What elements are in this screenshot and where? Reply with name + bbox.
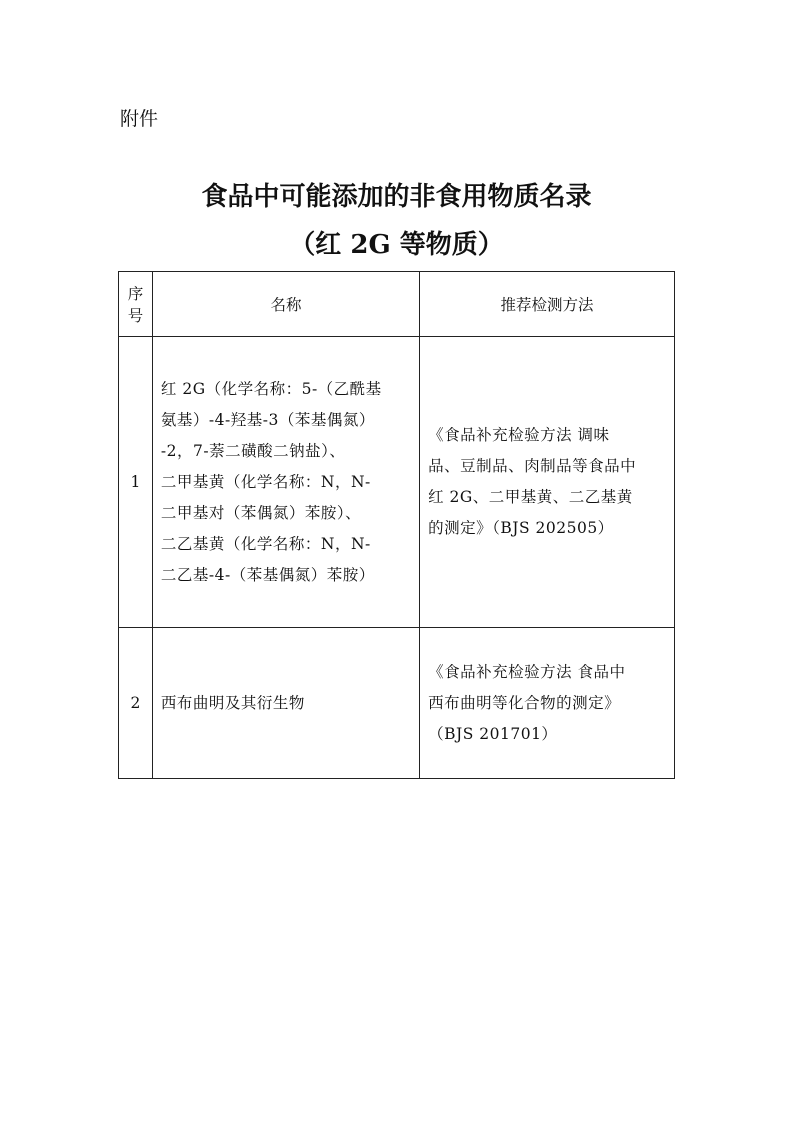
- header-no-line: 序: [127, 285, 144, 303]
- header-method: 推荐检测方法: [420, 272, 675, 337]
- cell-line: 品、豆制品、肉制品等食品中: [428, 457, 637, 475]
- cell-line: 二乙基黄（化学名称：N，N-: [160, 534, 371, 553]
- substance-table: [118, 271, 675, 779]
- cell-line: 二甲基对（苯偶氮）苯胺）、: [160, 503, 362, 522]
- cell-line: 西布曲明等化合物的测定》: [428, 693, 621, 712]
- cell-line: （BJS 201701）: [428, 724, 558, 743]
- cell-line: 红 2G、二甲基黄、二乙基黄: [428, 488, 633, 506]
- header-no-line: 号: [127, 307, 144, 325]
- cell-line: -2，7-萘二磺酸二钠盐）、: [160, 441, 346, 460]
- header-name: 名称: [152, 272, 419, 337]
- cell-line: 二乙基-4-（苯基偶氮）苯胺）: [160, 565, 375, 584]
- cell-line: 《食品补充检验方法 调味: [428, 426, 610, 444]
- cell-line: 氨基）-4-羟基-3（苯基偶氮）: [160, 410, 375, 429]
- document-subtitle: （红 2G 等物质）: [289, 230, 504, 260]
- header-no: [119, 272, 153, 337]
- cell-line: 西布曲明及其衍生物: [160, 693, 305, 712]
- row-no: 2: [119, 628, 153, 779]
- row-name: [152, 628, 419, 779]
- row-method: [420, 337, 675, 628]
- row-name: [152, 337, 419, 628]
- cell-line: 《食品补充检验方法 食品中: [428, 662, 626, 681]
- cell-line: 的测定》（BJS 202505）: [428, 519, 614, 537]
- table-row: [119, 337, 675, 628]
- table-row: [119, 628, 675, 779]
- cell-line: 红 2G（化学名称：5-（乙酰基: [160, 379, 382, 398]
- table-header-row: [119, 272, 675, 337]
- document-title: 食品中可能添加的非食用物质名录: [201, 182, 592, 212]
- row-method: [420, 628, 675, 779]
- row-no: 1: [119, 337, 153, 628]
- attachment-label: 附件: [120, 108, 159, 130]
- cell-line: 二甲基黄（化学名称：N，N-: [160, 472, 371, 491]
